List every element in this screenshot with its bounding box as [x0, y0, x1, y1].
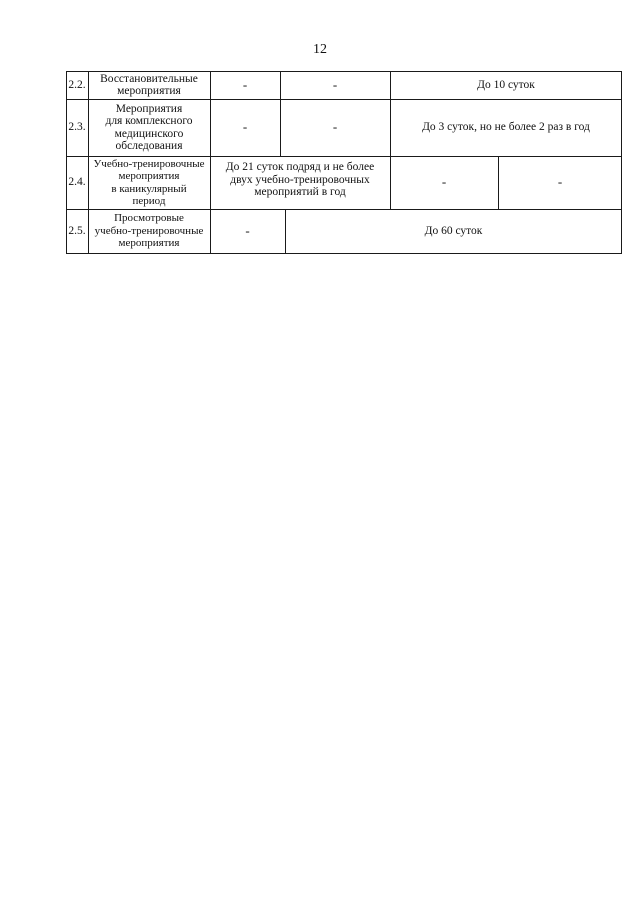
table-cell: - — [245, 222, 250, 238]
page-number: 12 — [313, 42, 327, 57]
row-number: 2.5. — [68, 224, 86, 237]
table-cell: До 21 суток подряд и не более двух учебно-тренировочных мероприятий в год — [225, 161, 375, 198]
events-table — [66, 71, 622, 254]
row-number: 2.3. — [68, 121, 86, 134]
table-cell: До 3 суток, но не более 2 раз в год — [422, 121, 590, 134]
table-border-bottom — [66, 253, 622, 254]
event-type: Восстановительные мероприятия — [100, 72, 198, 97]
row-number: 2.4. — [68, 176, 86, 189]
row-number: 2.2. — [68, 78, 86, 91]
table-cell: - — [242, 76, 248, 92]
event-type: Мероприятия для комплексного медицинского обследования — [105, 102, 193, 152]
table-cell: - — [332, 76, 338, 92]
table-cell: - — [332, 119, 338, 135]
table-cell: - — [441, 174, 447, 190]
table-cell: До 60 суток — [424, 224, 483, 237]
table-cell: - — [242, 119, 248, 135]
table-cell: До 10 суток — [477, 78, 535, 91]
table-cell: - — [557, 174, 563, 190]
event-type: Просмотровые учебно-тренировочные мероприятия — [94, 212, 204, 250]
event-type: Учебно-тренировочные мероприятия в каникулярный период — [93, 157, 205, 207]
